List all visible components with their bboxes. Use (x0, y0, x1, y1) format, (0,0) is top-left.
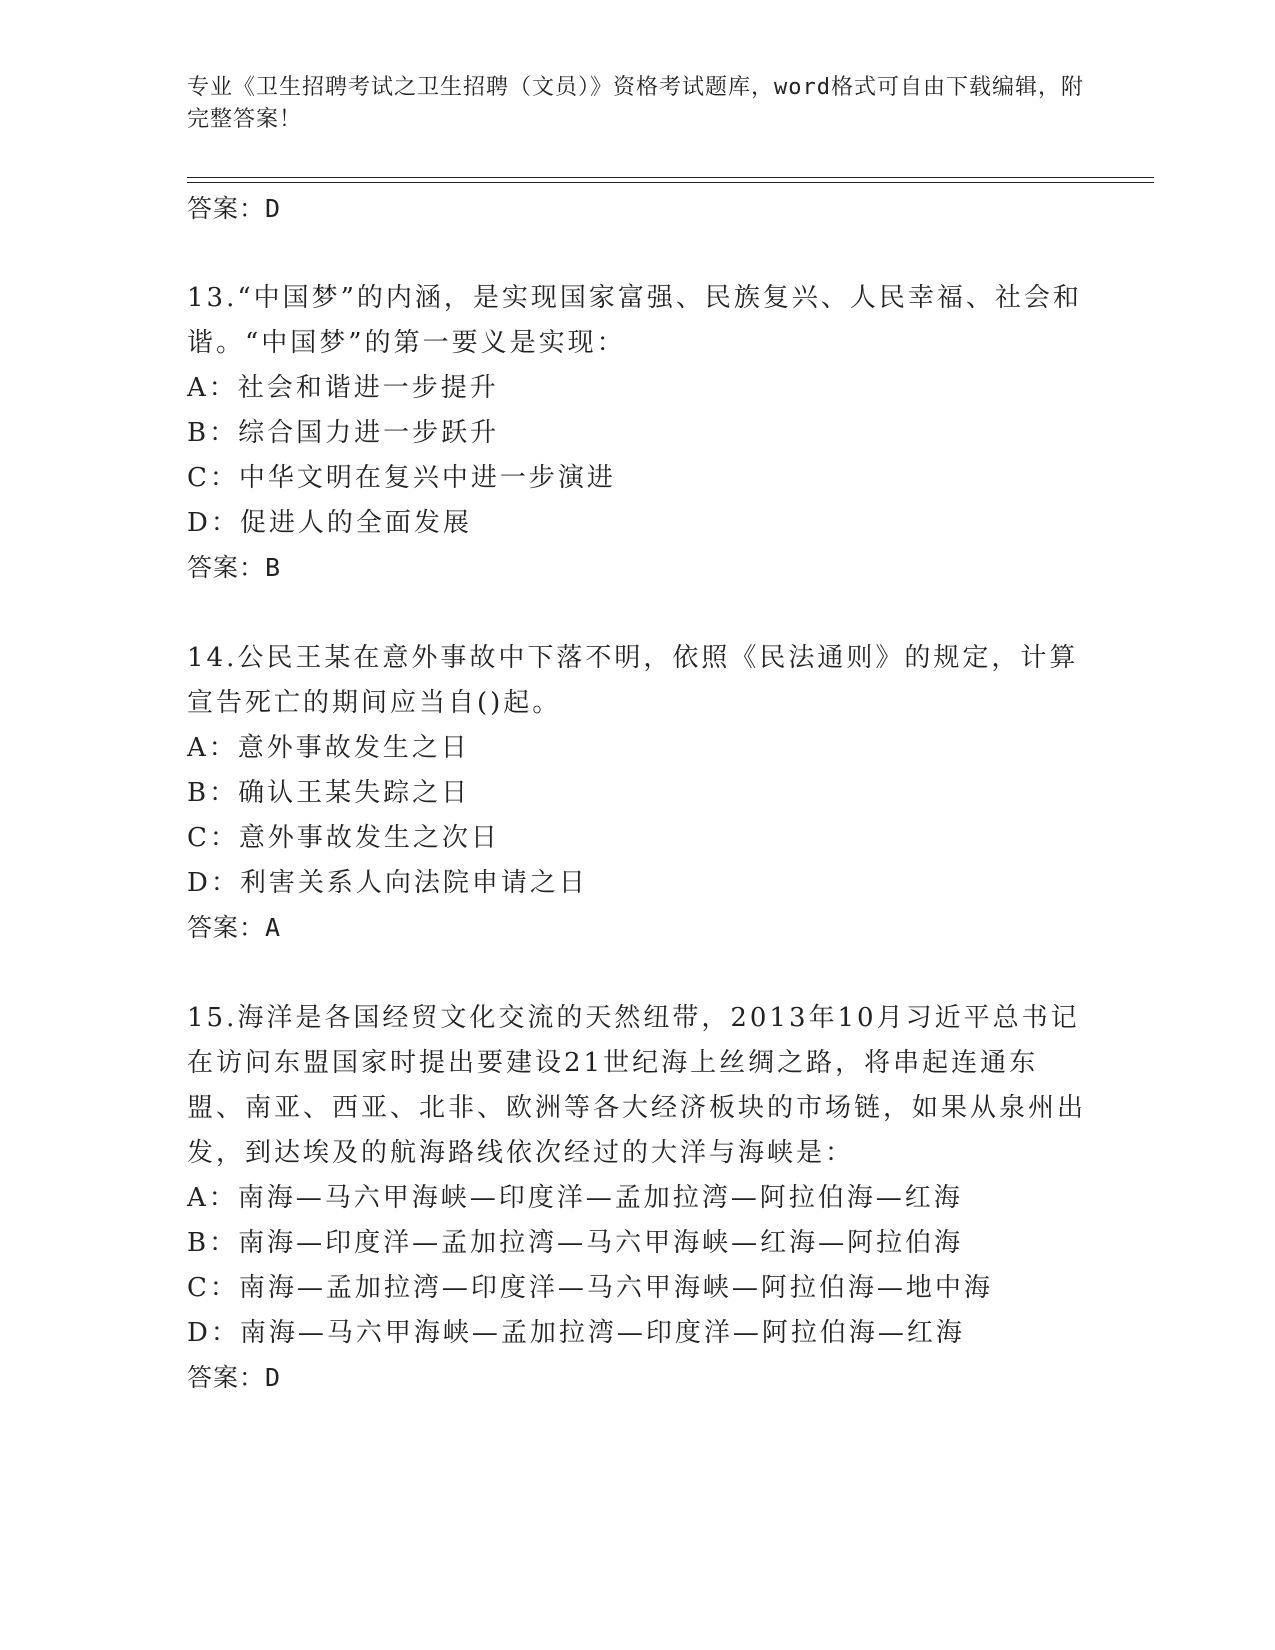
option-d: D：利害关系人向法院申请之日 (187, 868, 588, 898)
option-b: B：综合国力进一步跃升 (187, 418, 500, 448)
answer-15: 答案：D (187, 1363, 282, 1392)
answer-13: 答案：B (187, 553, 282, 582)
option-b: B：南海—印度洋—孟加拉湾—马六甲海峡—红海—阿拉伯海 (187, 1228, 964, 1258)
document-header: 专业《卫生招聘考试之卫生招聘（文员）》资格考试题库，word格式可自由下载编辑，附完整答案！ (187, 75, 1084, 132)
question-stem: 13.“中国梦”的内涵，是实现国家富强、民族复兴、人民幸福、社会和谐。“中国梦”的第一要义是实现： (187, 283, 1082, 358)
option-c: C：意外事故发生之次日 (187, 823, 500, 853)
question-13 (187, 276, 1087, 546)
header-divider-top (187, 177, 1154, 178)
question-15 (187, 996, 1087, 1356)
option-d: D：促进人的全面发展 (187, 508, 472, 538)
header-divider-bottom (187, 182, 1154, 183)
option-c: C：南海—孟加拉湾—印度洋—马六甲海峡—阿拉伯海—地中海 (187, 1273, 993, 1303)
option-a: A：南海—马六甲海峡—印度洋—孟加拉湾—阿拉伯海—红海 (187, 1183, 963, 1213)
option-a: A：意外事故发生之日 (187, 733, 470, 763)
answer-14: 答案：A (187, 913, 282, 942)
option-a: A：社会和谐进一步提升 (187, 373, 499, 403)
question-14 (187, 636, 1087, 906)
option-d: D：南海—马六甲海峡—孟加拉湾—印度洋—阿拉伯海—红海 (187, 1318, 965, 1348)
question-stem: 14.公民王某在意外事故中下落不明，依照《民法通则》的规定，计算宣告死亡的期间应当自()起。 (187, 643, 1079, 718)
previous-answer: 答案：D (187, 194, 282, 223)
option-b: B：确认王某失踪之日 (187, 778, 471, 808)
question-stem: 15.海洋是各国经贸文化交流的天然纽带，2013年10月习近平总书记在访问东盟国家时提出要建设21世纪海上丝绸之路，将串起连通东盟、南亚、西亚、北非、欧洲等各大经济板块的市场链，如果从泉州出发，到达埃及的航海路线依次经过的大洋与海峡是： (187, 1003, 1087, 1168)
option-c: C：中华文明在复兴中进一步演进 (187, 463, 616, 493)
